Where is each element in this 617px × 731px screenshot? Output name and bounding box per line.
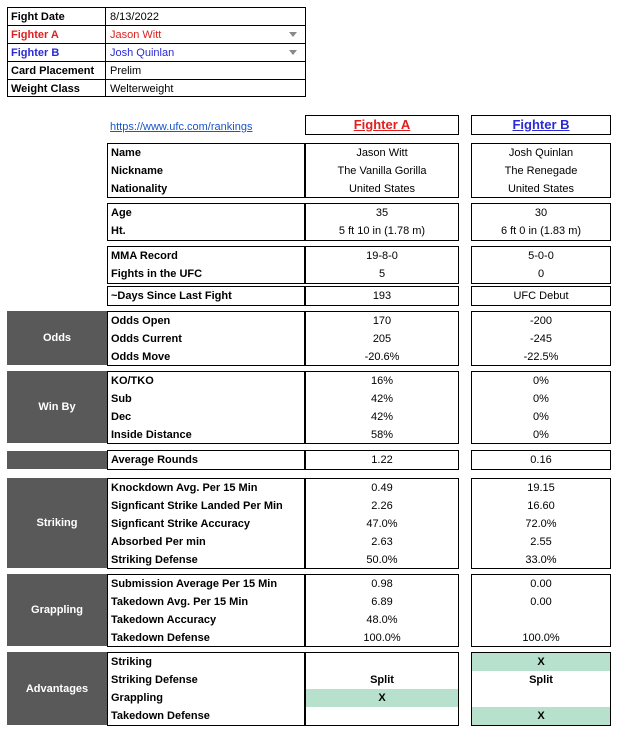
takedown-accuracy-b [471,611,611,629]
average-rounds-label: Average Rounds [111,454,199,466]
absorbed-a: 2.63 [371,536,393,548]
odds-current-b: -245 [529,333,553,345]
nationality-a: United States [348,183,416,195]
adv-striking-b: X [472,653,610,671]
dec-label: Dec [111,411,132,423]
striking-defense-b: 33.0% [525,554,557,566]
adv-striking-defense-label: Striking Defense [111,674,198,686]
mma-record-b: 5-0-0 [528,250,554,262]
sig-strike-accuracy-label: Signficant Strike Accuracy [111,518,250,530]
odds-section-label: Odds [7,311,107,365]
age-a: 35 [375,207,389,219]
odds-move-a: -20.6% [364,351,400,363]
fighter-a-header: Fighter A [305,115,459,135]
odds-open-label: Odds Open [111,315,171,327]
rounds-section-bar [7,451,107,469]
odds-open-a: 170 [372,315,392,327]
odds-move-label: Odds Move [111,351,171,363]
nationality-b: United States [507,183,575,195]
height-a: 5 ft 10 in (1.78 m) [338,225,426,237]
odds-move-b: -22.5% [523,351,559,363]
takedown-avg-a: 6.89 [371,596,393,608]
fighter-a-label: Fighter A [11,29,59,41]
fighter-b-header: Fighter B [471,115,611,135]
name-label: Name [111,147,141,159]
takedown-defense-a: 100.0% [363,632,401,644]
sub-label: Sub [111,393,132,405]
fighter-b-select[interactable]: Josh Quinlan [110,47,175,59]
takedown-defense-label: Takedown Defense [111,632,210,644]
dec-a: 42% [370,411,394,423]
fighter-a-select[interactable]: Jason Witt [110,29,162,41]
physical-label-box [107,203,305,241]
days-a: 193 [372,290,392,302]
adv-takedown-defense-b: X [472,707,610,725]
adv-striking-a [306,653,458,671]
adv-grappling-b [472,689,610,707]
mma-record-label: MMA Record [111,250,178,262]
adv-takedown-defense-label: Takedown Defense [111,710,210,722]
striking-section-label: Striking [7,478,107,568]
inside-distance-b: 0% [533,429,549,441]
adv-striking-defense-a: Split [370,674,394,686]
adv-grappling-a: X [306,689,458,707]
takedown-avg-label: Takedown Avg. Per 15 Min [111,596,249,608]
ufc-fights-b: 0 [537,268,545,280]
inside-distance-label: Inside Distance [111,429,192,441]
rankings-link[interactable]: https://www.ufc.com/rankings [110,121,253,133]
nickname-b: The Renegade [504,165,578,177]
sig-strike-landed-a: 2.26 [371,500,393,512]
ufc-fights-label: Fights in the UFC [111,268,203,280]
sig-strike-landed-label: Signficant Strike Landed Per Min [111,500,283,512]
chevron-down-icon[interactable] [289,50,297,55]
name-a: Jason Witt [356,147,408,159]
card-placement-label: Card Placement [11,65,95,77]
sub-b: 0% [533,393,549,405]
name-b: Josh Quinlan [508,147,574,159]
sig-strike-accuracy-a: 47.0% [366,518,398,530]
takedown-accuracy-label: Takedown Accuracy [111,614,217,626]
chevron-down-icon[interactable] [289,32,297,37]
absorbed-label: Absorbed Per min [111,536,206,548]
striking-defense-label: Striking Defense [111,554,198,566]
submission-avg-label: Submission Average Per 15 Min [111,578,278,590]
advantages-section-label: Advantages [7,652,107,725]
knockdown-avg-label: Knockdown Avg. Per 15 Min [111,482,258,494]
ufc-fights-a: 5 [378,268,386,280]
adv-striking-defense-b: Split [529,674,553,686]
inside-distance-a: 58% [370,429,394,441]
submission-avg-a: 0.98 [371,578,393,590]
weight-class-value[interactable]: Welterweight [110,83,174,95]
fighter-b-label: Fighter B [11,47,60,59]
adv-striking-label: Striking [111,656,152,668]
age-b: 30 [534,207,548,219]
takedown-avg-b: 0.00 [530,596,552,608]
takedown-defense-b: 100.0% [522,632,560,644]
nickname-a: The Vanilla Gorilla [337,165,427,177]
ko-tko-b: 0% [533,375,549,387]
fight-date-value[interactable]: 8/13/2022 [110,11,159,23]
days-label: ~Days Since Last Fight [111,290,232,302]
odds-open-b: -200 [529,315,553,327]
takedown-accuracy-a: 48.0% [366,614,398,626]
nickname-label: Nickname [111,165,163,177]
absorbed-b: 2.55 [530,536,552,548]
adv-takedown-defense-a [306,707,458,725]
fight-date-label: Fight Date [11,11,65,23]
height-b: 6 ft 0 in (1.83 m) [500,225,582,237]
ko-tko-label: KO/TKO [111,375,154,387]
odds-current-label: Odds Current [111,333,182,345]
odds-current-a: 205 [372,333,392,345]
height-label: Ht. [111,225,126,237]
dec-b: 0% [533,411,549,423]
nationality-label: Nationality [111,183,168,195]
average-rounds-b: 0.16 [530,454,552,466]
adv-grappling-label: Grappling [111,692,163,704]
grappling-section-label: Grappling [7,574,107,646]
ko-tko-a: 16% [370,375,394,387]
winby-section-label: Win By [7,371,107,443]
weight-class-label: Weight Class [11,83,80,95]
sig-strike-accuracy-b: 72.0% [525,518,557,530]
mma-record-a: 19-8-0 [366,250,398,262]
knockdown-avg-b: 19.15 [527,482,555,494]
striking-defense-a: 50.0% [366,554,398,566]
average-rounds-a: 1.22 [371,454,393,466]
knockdown-avg-a: 0.49 [371,482,393,494]
submission-avg-b: 0.00 [530,578,552,590]
sub-a: 42% [370,393,394,405]
sig-strike-landed-b: 16.60 [527,500,555,512]
age-label: Age [111,207,132,219]
fight-info-table [7,7,306,97]
days-b: UFC Debut [513,290,569,302]
card-placement-value[interactable]: Prelim [110,65,142,77]
